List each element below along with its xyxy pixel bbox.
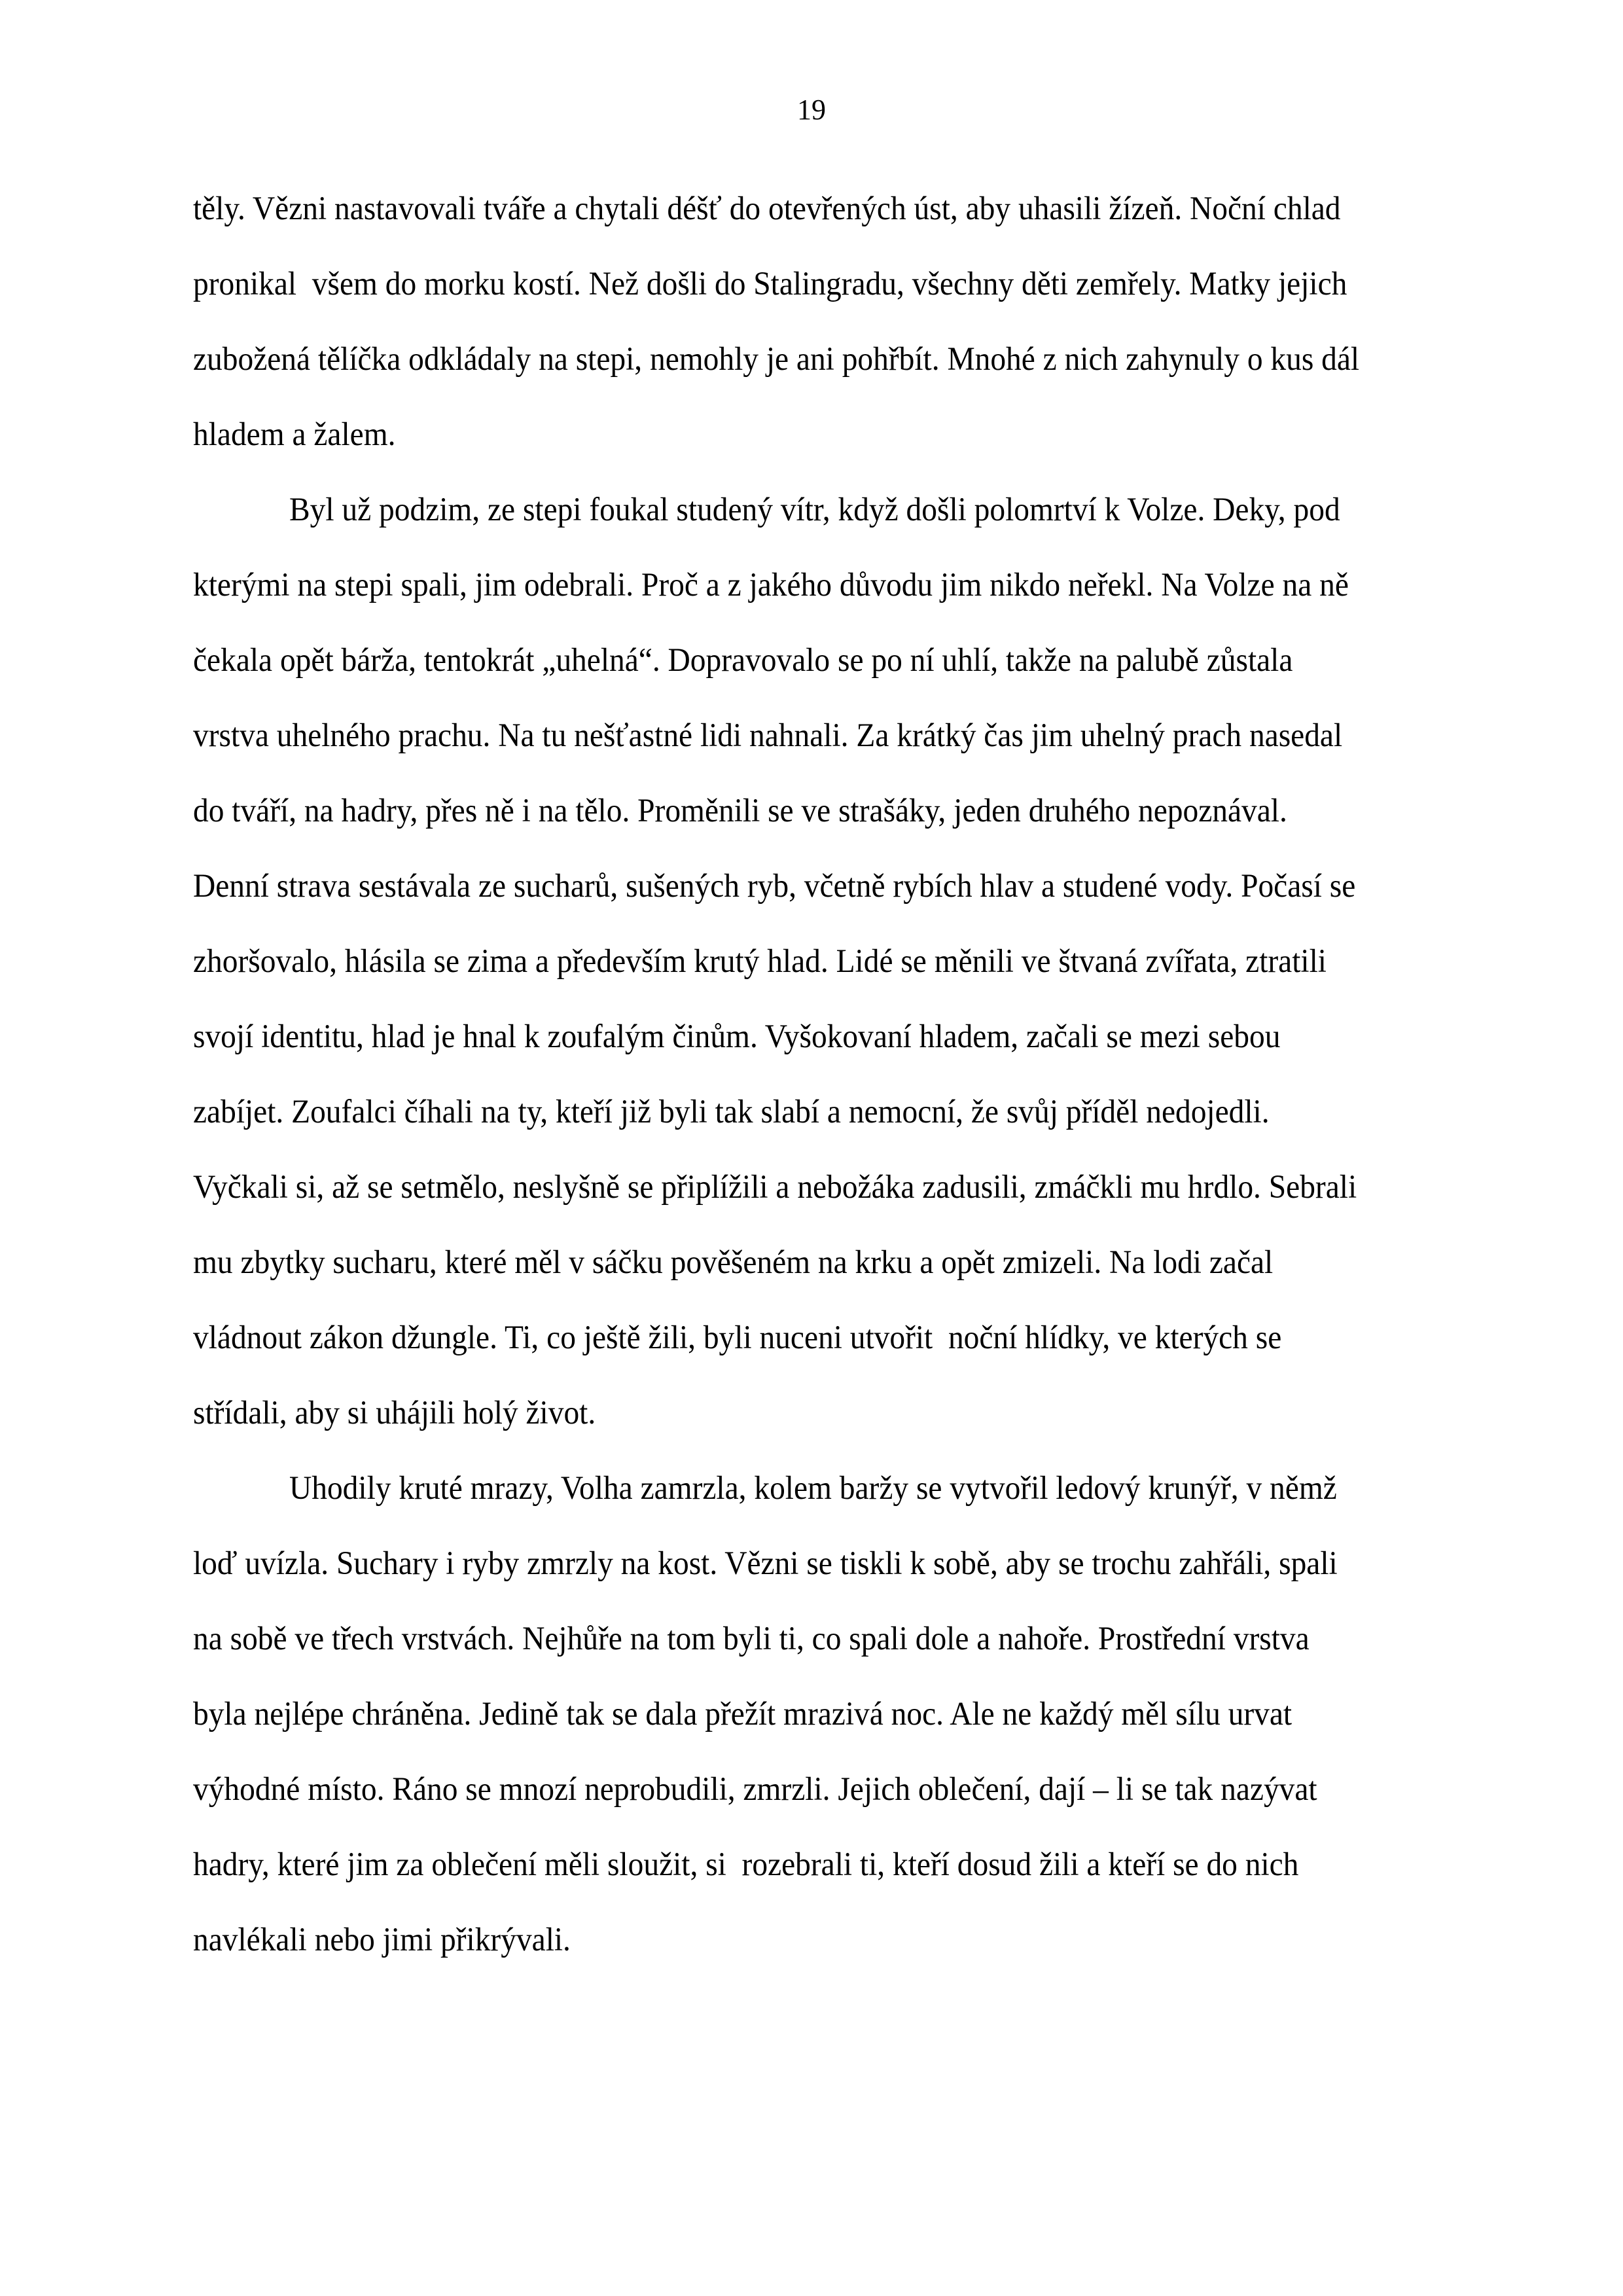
text-line	[193, 548, 1436, 623]
text-line	[193, 1602, 1436, 1677]
text-line-content: mu zbytky sucharu, které měl v sáčku pověšeném na krku a opět zmizeli. Na lodi začal	[193, 1244, 1274, 1281]
paragraph	[193, 1451, 1436, 1978]
text-line-content: těly. Vězni nastavovali tváře a chytali déšť do otevřených úst, aby uhasili žízeň. Noční chlad	[193, 190, 1341, 227]
text-line-content: byla nejlépe chráněna. Jedině tak se dala přežít mrazivá noc. Ale ne každý měl sílu urvat	[193, 1696, 1293, 1732]
text-line-content: Denní strava sestávala ze sucharů, sušených ryb, včetně rybích hlav a studené vody. Počasí se	[193, 868, 1356, 905]
text-line	[193, 1225, 1436, 1300]
text-line	[193, 1075, 1436, 1150]
text-line-content: navlékali nebo jimi přikrývali.	[193, 1922, 571, 1958]
text-line	[193, 1752, 1436, 1827]
text-line-content: kterými na stepi spali, jim odebrali. Proč a z jakého důvodu jim nikdo neřekl. Na Volze na ně	[193, 567, 1349, 603]
text-line	[193, 1903, 1436, 1978]
text-line	[193, 1677, 1436, 1752]
text-line	[193, 1150, 1436, 1225]
text-line-content: Uhodily kruté mrazy, Volha zamrzla, kolem baržy se vytvořil ledový krunýř, v němž	[289, 1470, 1337, 1507]
text-line-content: Vyčkali si, až se setmělo, neslyšně se připlížili a nebožáka zadusili, zmáčkli mu hrdlo. Sebrali	[193, 1169, 1357, 1206]
text-line	[193, 397, 1436, 473]
text-line	[193, 1451, 1436, 1526]
text-line-content: do tváří, na hadry, přes ně i na tělo. Proměnili se ve strašáky, jeden druhého nepoznával.	[193, 793, 1287, 829]
text-line-content: loď uvízla. Suchary i ryby zmrzly na kost. Vězni se tiskli k sobě, aby se trochu zahřáli, spali	[193, 1545, 1338, 1582]
text-line	[193, 473, 1436, 548]
text-line	[193, 1526, 1436, 1602]
text-line-content: hadry, které jim za oblečení měli sloužit, si rozebrali ti, kteří dosud žili a kteří se do nich	[193, 1846, 1299, 1883]
text-line-content: vládnout zákon džungle. Ti, co ještě žili, byli nuceni utvořit noční hlídky, ve kterých se	[193, 1319, 1282, 1356]
text-line	[193, 774, 1436, 849]
text-line	[193, 1300, 1436, 1376]
text-line	[193, 924, 1436, 999]
text-line-content: hladem a žalem.	[193, 416, 396, 453]
text-line-content: čekala opět bárža, tentokrát „uhelná“. Dopravovalo se po ní uhlí, takže na palubě zůstala	[193, 642, 1293, 679]
text-line	[193, 247, 1436, 322]
text-line	[193, 999, 1436, 1075]
page-body	[193, 171, 1436, 1978]
text-line-content: Byl už podzim, ze stepi foukal studený vítr, když došli polomrtví k Volze. Deky, pod	[289, 492, 1340, 528]
text-line-content: svojí identitu, hlad je hnal k zoufalým činům. Vyšokovaní hladem, začali se mezi sebou	[193, 1018, 1281, 1055]
text-line-content: zubožená tělíčka odkládaly na stepi, nemohly je ani pohřbít. Mnohé z nich zahynuly o kus dál	[193, 341, 1360, 378]
text-line	[193, 623, 1436, 698]
paragraph	[193, 473, 1436, 1451]
text-line-content: pronikal všem do morku kostí. Než došli do Stalingradu, všechny děti zemřely. Matky jejich	[193, 266, 1347, 302]
text-line	[193, 171, 1436, 247]
text-line-content: výhodné místo. Ráno se mnozí neprobudili, zmrzli. Jejich oblečení, dají – li se tak nazývat	[193, 1771, 1317, 1808]
text-line	[193, 849, 1436, 924]
text-line-content: vrstva uhelného prachu. Na tu nešťastné lidi nahnali. Za krátký čas jim uhelný prach nasedal	[193, 717, 1343, 754]
text-line-content: zhoršovalo, hlásila se zima a především krutý hlad. Lidé se měnili ve štvaná zvířata, ztratili	[193, 943, 1327, 980]
text-line	[193, 322, 1436, 397]
text-line	[193, 1827, 1436, 1903]
text-line	[193, 698, 1436, 774]
text-line-content: na sobě ve třech vrstvách. Nejhůře na tom byli ti, co spali dole a nahoře. Prostřední vrstva	[193, 1621, 1310, 1657]
page-number: 19	[797, 94, 826, 126]
text-line	[193, 1376, 1436, 1451]
text-line-content: zabíjet. Zoufalci číhali na ty, kteří již byli tak slabí a nemocní, že svůj příděl nedojedli.	[193, 1094, 1270, 1130]
text-line-content: střídali, aby si uhájili holý život.	[193, 1395, 596, 1431]
paragraph	[193, 171, 1436, 473]
